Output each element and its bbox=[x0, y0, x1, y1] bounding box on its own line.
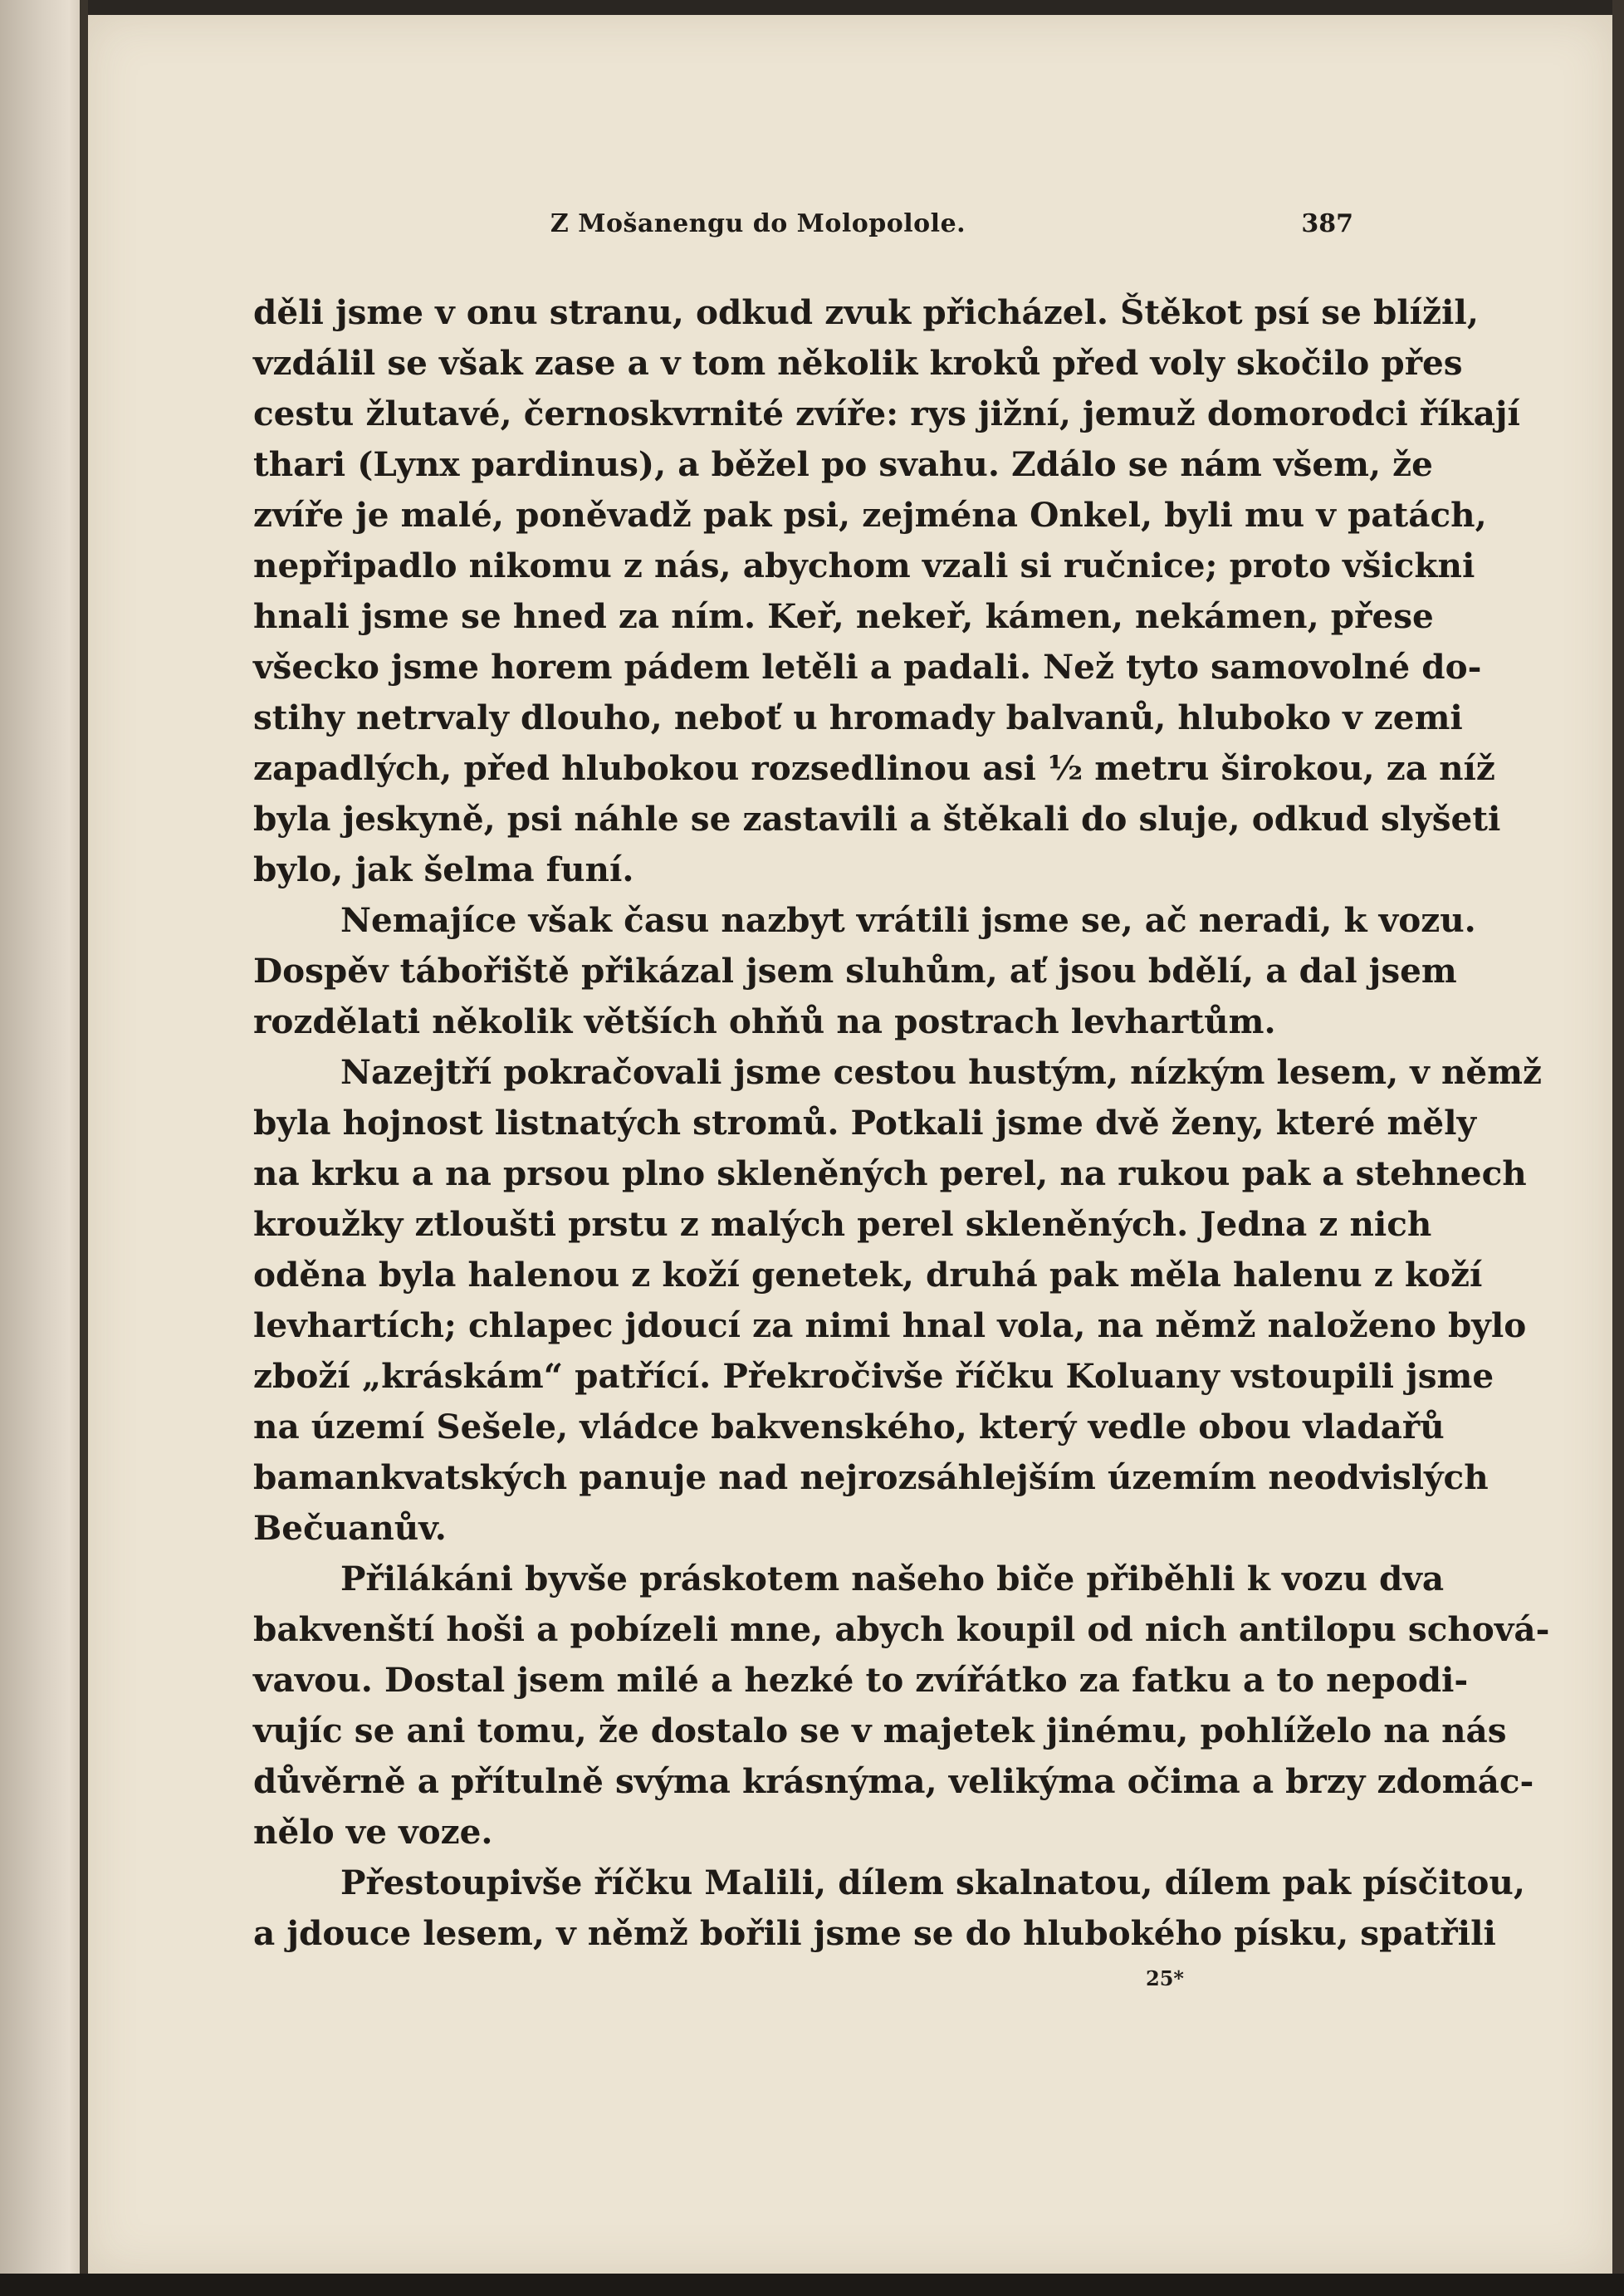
gutter-shadow bbox=[80, 0, 88, 2296]
text-line: zapadlých, před hlubokou rozsedlinou asi ½ metru širokou, za níž bbox=[253, 748, 1495, 788]
text-line: byla hojnost listnatých stromů. Potkali jsme dvě ženy, které měly bbox=[253, 1103, 1477, 1143]
running-head bbox=[163, 209, 1353, 242]
text-line: zboží „kráskám“ patřící. Překročivše říčku Koluany vstoupili jsme bbox=[253, 1356, 1494, 1396]
text-line: cestu žlutavé, černoskvrnité zvíře: rys jižní, jemuž domorodci říkají bbox=[253, 394, 1520, 433]
text-line: Dospěv tábořiště přikázal jsem sluhům, ať jsou bdělí, a dal jsem bbox=[253, 951, 1457, 991]
left-binding-edge bbox=[0, 0, 86, 2296]
text-line: zvíře je malé, poněvadž pak psi, zejména Onkel, byli mu v patách, bbox=[253, 495, 1487, 535]
text-line: bakvenští hoši a pobízeli mne, abych koupil od nich antilopu schová- bbox=[253, 1609, 1550, 1649]
text-line: vavou. Dostal jsem milé a hezké to zvířátko za fatku a to nepodi- bbox=[253, 1660, 1469, 1700]
right-scan-edge bbox=[1612, 0, 1624, 2296]
text-line: bylo, jak šelma funí. bbox=[253, 849, 634, 889]
page-number: 387 bbox=[1301, 209, 1353, 238]
text-line: levhartích; chlapec jdoucí za nimi hnal vola, na němž naloženo bylo bbox=[253, 1305, 1527, 1345]
text-line: nělo ve voze. bbox=[253, 1812, 493, 1852]
text-line: na krku a na prsou plno skleněných perel, na rukou pak a stehnech bbox=[253, 1153, 1527, 1193]
text-line: a jdouce lesem, v němž bořili jsme se do hlubokého písku, spatřili bbox=[253, 1913, 1496, 1953]
text-line: stihy netrvaly dlouho, neboť u hromady balvanů, hluboko v zemi bbox=[253, 698, 1463, 737]
text-line: oděna byla halenou z koží genetek, druhá pak měla halenu z koží bbox=[253, 1255, 1483, 1295]
text-line: rozdělati několik větších ohňů na postrach levhartům. bbox=[253, 1001, 1276, 1041]
text-line: Nazejtří pokračovali jsme cestou hustým, nízkým lesem, v němž bbox=[340, 1052, 1543, 1092]
text-line: hnali jsme se hned za ním. Keř, nekeř, kámen, nekámen, přese bbox=[253, 596, 1434, 636]
text-line: byla jeskyně, psi náhle se zastavili a štěkali do sluje, odkud slyšeti bbox=[253, 799, 1501, 839]
text-line: Přilákáni byvše práskotem našeho biče přiběhli k vozu dva bbox=[340, 1559, 1445, 1598]
text-line: Nemajíce však času nazbyt vrátili jsme se, ač neradi, k vozu. bbox=[340, 900, 1476, 940]
text-line: děli jsme v onu stranu, odkud zvuk přicházel. Štěkot psí se blížil, bbox=[253, 292, 1479, 332]
text-line: Bečuanův. bbox=[253, 1508, 447, 1548]
text-line: nepřipadlo nikomu z nás, abychom vzali si ručnice; proto všickni bbox=[253, 546, 1475, 585]
text-line: důvěrně a přítulně svýma krásnýma, velikýma očima a brzy zdomác- bbox=[253, 1761, 1534, 1801]
text-line: všecko jsme horem pádem letěli a padali. Než tyto samovolné do- bbox=[253, 647, 1482, 687]
signature-mark: 25* bbox=[1146, 1966, 1184, 1990]
text-line: na území Sešele, vládce bakvenského, který vedle obou vladařů bbox=[253, 1407, 1445, 1447]
running-title: Z Mošanengu do Molopolole. bbox=[550, 209, 966, 238]
text-line: vujíc se ani tomu, že dostalo se v majetek jinému, pohlíželo na nás bbox=[253, 1711, 1507, 1750]
text-line: vzdálil se však zase a v tom několik kroků před voly skočilo přes bbox=[253, 343, 1463, 383]
text-line: thari (Lynx pardinus), a běžel po svahu. Zdálo se nám všem, že bbox=[253, 444, 1433, 484]
bottom-scan-edge bbox=[0, 2274, 1624, 2296]
text-line: bamankvatských panuje nad nejrozsáhlejším územím neodvislých bbox=[253, 1457, 1489, 1497]
body-text bbox=[253, 287, 1550, 1959]
text-line: Přestoupivše říčku Malili, dílem skalnatou, dílem pak písčitou, bbox=[340, 1863, 1525, 1902]
text-line: kroužky ztloušti prstu z malých perel skleněných. Jedna z nich bbox=[253, 1204, 1432, 1244]
